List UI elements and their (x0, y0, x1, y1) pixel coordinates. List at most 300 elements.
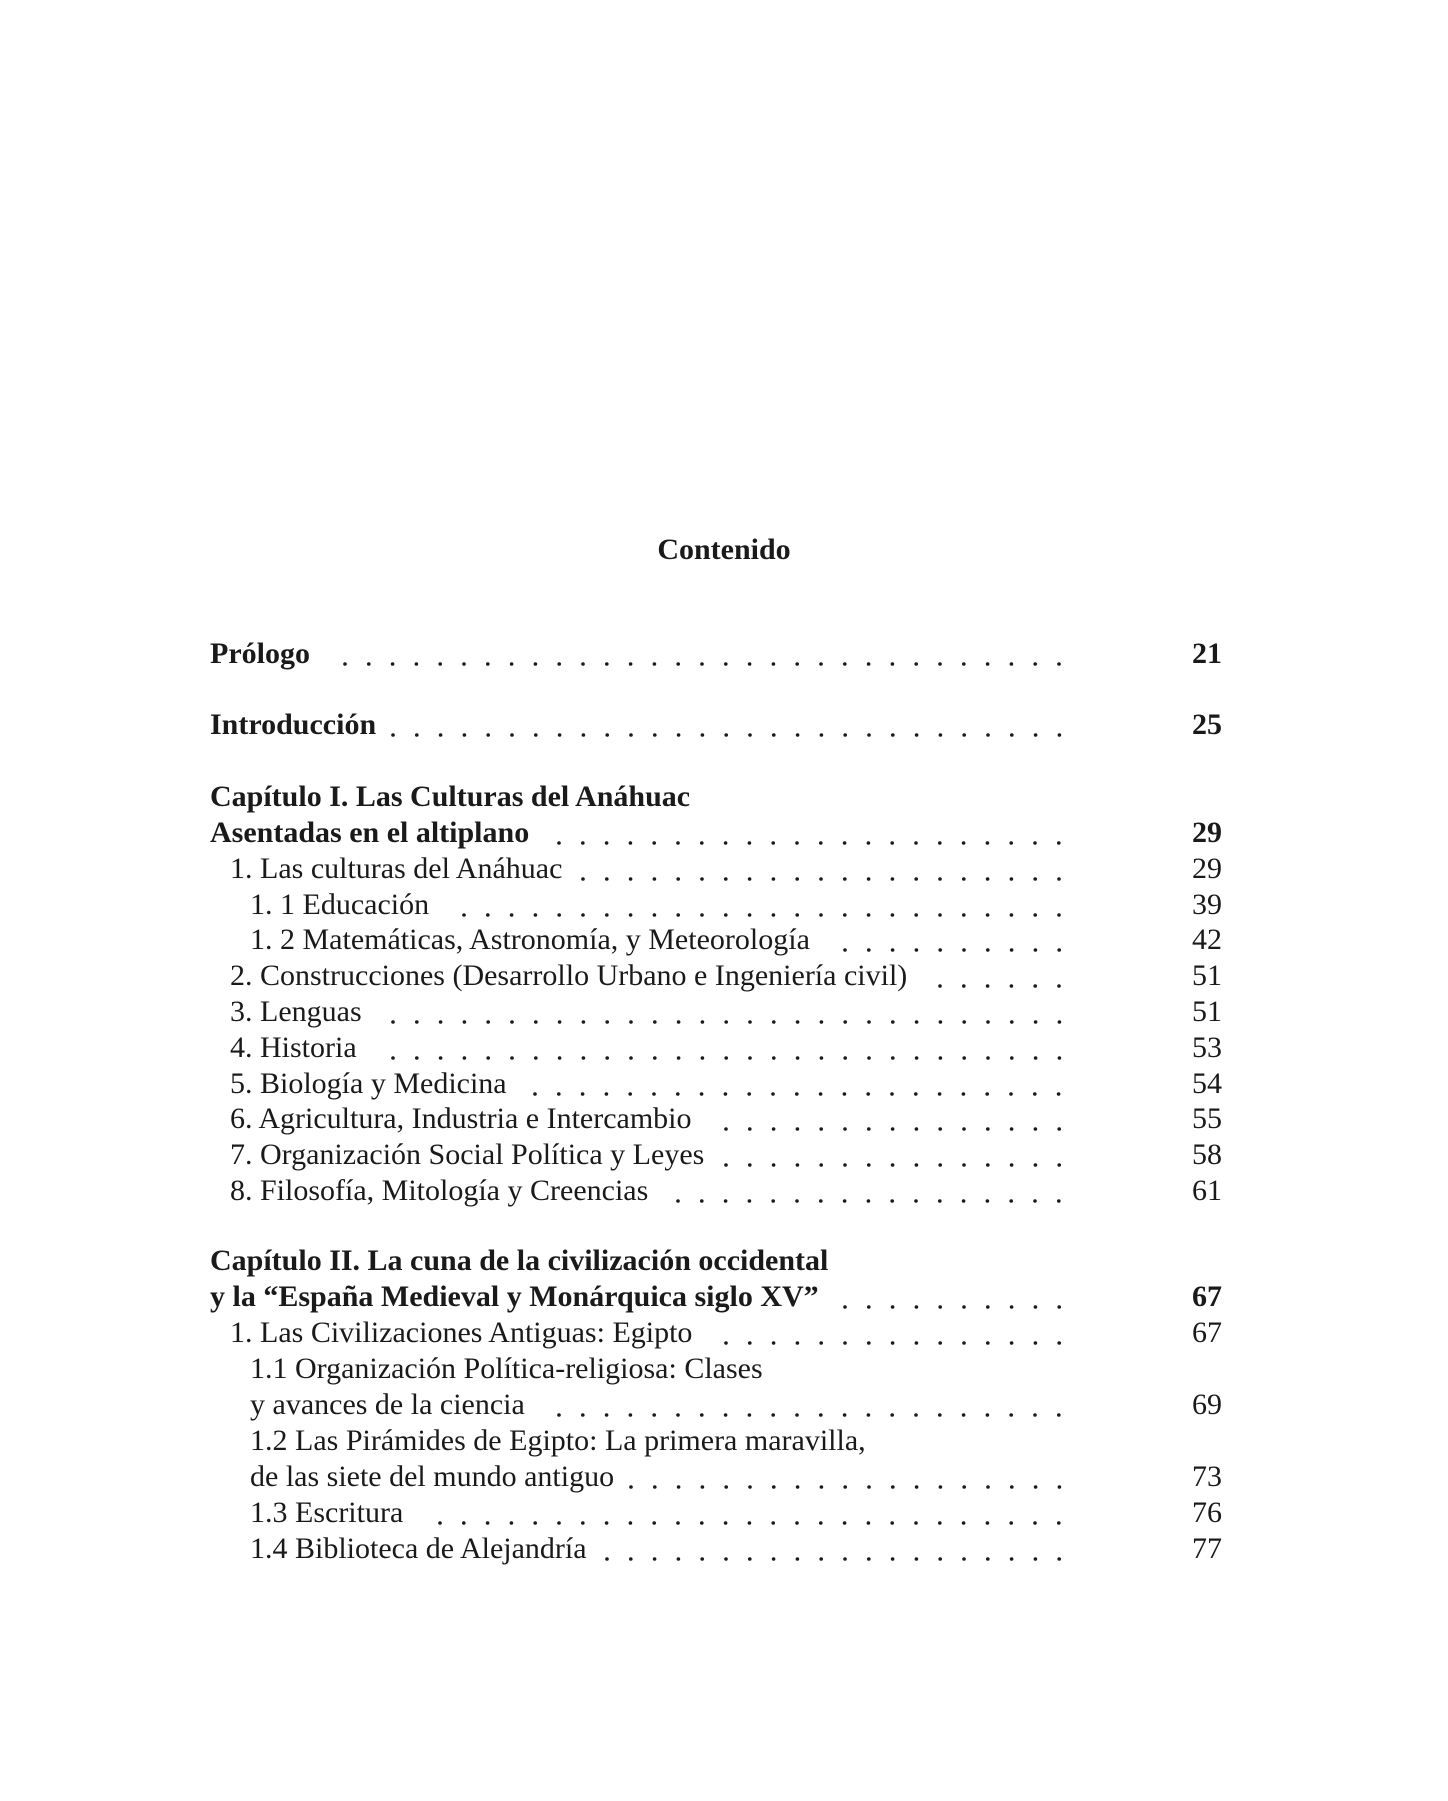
leader-dot (819, 1199, 823, 1203)
toc-entry-label: 1.3 Escritura (250, 1496, 404, 1529)
leader-dot (938, 877, 942, 881)
leader-dot (605, 1092, 609, 1096)
leader-dot (1010, 984, 1014, 988)
leader-dot (795, 1413, 799, 1417)
leader-dot (1033, 1199, 1037, 1203)
leader-dot (843, 662, 847, 666)
leader-dot (629, 733, 633, 737)
leader-dot (1033, 877, 1037, 881)
leader-dot (1033, 1413, 1037, 1417)
leader-dot (962, 1305, 966, 1309)
leader-dot (534, 913, 538, 917)
leader-dot (914, 733, 918, 737)
leader-dot (1010, 1341, 1014, 1345)
leader-dot (914, 1127, 918, 1131)
leader-dot (1033, 1521, 1037, 1525)
leader-dot (1057, 662, 1061, 666)
dot-leader (580, 851, 1075, 887)
leader-dot (867, 1163, 871, 1167)
dot-leader (628, 1459, 1075, 1495)
leader-dot (724, 662, 728, 666)
leader-dot (1057, 1163, 1061, 1167)
leader-dot (534, 1521, 538, 1525)
leader-dot (914, 1341, 918, 1345)
leader-dot (843, 733, 847, 737)
toc-entry-page: 67 (1192, 1316, 1222, 1349)
leader-dot (1033, 1485, 1037, 1489)
leader-dot (605, 662, 609, 666)
leader-dot (653, 662, 657, 666)
leader-dot (819, 913, 823, 917)
leader-dot (843, 877, 847, 881)
toc-entry-label: 1. Las culturas del Anáhuac (230, 852, 563, 885)
leader-dot (724, 1413, 728, 1417)
toc-entry-label: 4. Historia (230, 1031, 357, 1064)
leader-dot (748, 841, 752, 845)
leader-dot (1057, 1056, 1061, 1060)
leader-dot (891, 733, 895, 737)
leader-dot (1057, 1199, 1061, 1203)
leader-dot (1057, 913, 1061, 917)
leader-dot (748, 913, 752, 917)
toc-entry[interactable] (0, 1315, 1448, 1351)
leader-dot (986, 1305, 990, 1309)
leader-dot (819, 1485, 823, 1489)
leader-dot (676, 913, 680, 917)
leader-dot (772, 1163, 776, 1167)
leader-dot (914, 1056, 918, 1060)
leader-dot (867, 1521, 871, 1525)
leader-dot (700, 841, 704, 845)
leader-dot (772, 1521, 776, 1525)
leader-dot (629, 662, 633, 666)
leader-dot (891, 1557, 895, 1561)
leader-dot (653, 733, 657, 737)
leader-dot (676, 877, 680, 881)
leader-dot (962, 948, 966, 952)
leader-dot (1033, 1056, 1037, 1060)
leader-dot (819, 1557, 823, 1561)
toc-entry[interactable] (0, 1387, 1448, 1423)
leader-dot (700, 662, 704, 666)
leader-dot (891, 1056, 895, 1060)
leader-dot (1010, 1485, 1014, 1489)
toc-entry-introduccion[interactable] (0, 707, 1448, 743)
leader-dot (867, 877, 871, 881)
leader-dot (772, 1557, 776, 1561)
leader-dot (795, 1163, 799, 1167)
toc-entry[interactable] (0, 958, 1448, 994)
leader-dot (629, 1092, 633, 1096)
toc-entry-label: 5. Biología y Medicina (230, 1067, 507, 1100)
leader-dot (986, 662, 990, 666)
toc-entry-label: 7. Organización Social Política y Leyes (230, 1138, 705, 1171)
toc-entry[interactable] (0, 1531, 1448, 1567)
toc-entry[interactable] (0, 1137, 1448, 1173)
toc-entry-label: 6. Agricultura, Industria e Intercambio (230, 1102, 692, 1135)
leader-dot (962, 1020, 966, 1024)
leader-dot (843, 1092, 847, 1096)
toc-chapter-heading[interactable] (0, 1243, 1448, 1279)
leader-dot (343, 662, 347, 666)
leader-dot (986, 1485, 990, 1489)
leader-dot (1033, 662, 1037, 666)
leader-dot (391, 1056, 395, 1060)
leader-dot (938, 662, 942, 666)
toc-chapter-heading[interactable] (0, 779, 1448, 815)
toc-entry[interactable] (0, 851, 1448, 887)
leader-dot (748, 1413, 752, 1417)
dot-leader (342, 636, 1075, 672)
leader-dot (843, 1341, 847, 1345)
toc-entry-page: 73 (1192, 1460, 1222, 1493)
toc-entry-chapter-2[interactable] (0, 1279, 1448, 1315)
leader-dot (914, 1485, 918, 1489)
leader-dot (891, 1199, 895, 1203)
leader-dot (819, 662, 823, 666)
leader-dot (867, 1199, 871, 1203)
leader-dot (700, 913, 704, 917)
toc-entry[interactable] (0, 1101, 1448, 1137)
leader-dot (415, 662, 419, 666)
leader-dot (1010, 1305, 1014, 1309)
leader-dot (867, 841, 871, 845)
leader-dot (986, 1199, 990, 1203)
leader-dot (843, 1521, 847, 1525)
leader-dot (1010, 877, 1014, 881)
leader-dot (557, 662, 561, 666)
leader-dot (486, 733, 490, 737)
leader-dot (1057, 1341, 1061, 1345)
toc-entry-label: Prólogo (210, 637, 310, 670)
leader-dot (700, 1092, 704, 1096)
leader-dot (986, 1521, 990, 1525)
leader-dot (772, 1413, 776, 1417)
leader-dot (1010, 1163, 1014, 1167)
leader-dot (986, 1163, 990, 1167)
leader-dot (938, 841, 942, 845)
leader-dot (676, 841, 680, 845)
toc-entry-page: 39 (1192, 888, 1222, 921)
leader-dot (486, 1020, 490, 1024)
leader-dot (962, 1485, 966, 1489)
leader-dot (724, 1521, 728, 1525)
leader-dot (724, 733, 728, 737)
leader-dot (986, 733, 990, 737)
leader-dot (819, 1056, 823, 1060)
toc-entry-label: Capítulo I. Las Culturas del Anáhuac (210, 780, 691, 813)
leader-dot (676, 662, 680, 666)
leader-dot (962, 1127, 966, 1131)
leader-dot (1010, 1521, 1014, 1525)
leader-dot (700, 1020, 704, 1024)
toc-entry[interactable] (0, 922, 1448, 958)
leader-dot (938, 1199, 942, 1203)
toc-entry[interactable] (0, 1066, 1448, 1102)
leader-dot (653, 841, 657, 845)
leader-dot (605, 1557, 609, 1561)
toc-entry[interactable] (0, 1173, 1448, 1209)
leader-dot (391, 733, 395, 737)
leader-dot (986, 1341, 990, 1345)
leader-dot (914, 1305, 918, 1309)
leader-dot (843, 1413, 847, 1417)
leader-dot (795, 662, 799, 666)
leader-dot (819, 1521, 823, 1525)
leader-dot (1010, 733, 1014, 737)
leader-dot (438, 1521, 442, 1525)
leader-dot (867, 1557, 871, 1561)
leader-dot (867, 913, 871, 917)
leader-dot (772, 913, 776, 917)
leader-dot (795, 877, 799, 881)
leader-dot (653, 1020, 657, 1024)
leader-dot (891, 841, 895, 845)
toc-entry-prologo[interactable] (0, 636, 1448, 672)
leader-dot (700, 1199, 704, 1203)
leader-dot (1033, 1092, 1037, 1096)
leader-dot (1010, 1056, 1014, 1060)
leader-dot (962, 913, 966, 917)
leader-dot (700, 1413, 704, 1417)
toc-entry[interactable] (0, 1030, 1448, 1066)
leader-dot (605, 1020, 609, 1024)
leader-dot (795, 733, 799, 737)
leader-dot (581, 1056, 585, 1060)
leader-dot (581, 913, 585, 917)
leader-dot (653, 1557, 657, 1561)
leader-dot (962, 841, 966, 845)
toc-entry[interactable] (0, 1459, 1448, 1495)
leader-dot (557, 1413, 561, 1417)
toc-entry-label: Asentadas en el altiplano (210, 816, 530, 849)
toc-entry-label: y la “España Medieval y Monárquica siglo XV” (210, 1280, 819, 1313)
leader-dot (510, 1020, 514, 1024)
leader-dot (962, 1092, 966, 1096)
leader-dot (486, 1056, 490, 1060)
leader-dot (605, 1521, 609, 1525)
leader-dot (891, 1305, 895, 1309)
leader-dot (867, 1092, 871, 1096)
leader-dot (1057, 1092, 1061, 1096)
leader-dot (438, 1056, 442, 1060)
leader-dot (534, 1092, 538, 1096)
leader-dot (962, 1341, 966, 1345)
toc-entry-chapter-1[interactable] (0, 815, 1448, 851)
leader-dot (843, 1056, 847, 1060)
leader-dot (534, 662, 538, 666)
dot-leader (556, 815, 1075, 851)
leader-dot (914, 913, 918, 917)
toc-entry[interactable] (0, 1351, 1448, 1387)
toc-entry-label: 1. Las Civilizaciones Antiguas: Egipto (230, 1316, 693, 1349)
leader-dot (1033, 1020, 1037, 1024)
toc-entry-label: 1.1 Organización Política-religiosa: Clases (250, 1352, 763, 1385)
leader-dot (1057, 1127, 1061, 1131)
leader-dot (581, 662, 585, 666)
toc-entry-page: 21 (1192, 637, 1222, 670)
toc-entry[interactable] (0, 994, 1448, 1030)
leader-dot (1033, 733, 1037, 737)
leader-dot (938, 948, 942, 952)
leader-dot (1057, 733, 1061, 737)
leader-dot (772, 1485, 776, 1489)
dot-leader (675, 1173, 1075, 1209)
toc-entry-label: 2. Construcciones (Desarrollo Urbano e Ingeniería civil) (230, 959, 908, 992)
dot-leader (390, 707, 1075, 743)
leader-dot (891, 1521, 895, 1525)
leader-dot (843, 948, 847, 952)
leader-dot (1033, 1341, 1037, 1345)
leader-dot (653, 1056, 657, 1060)
leader-dot (795, 1199, 799, 1203)
leader-dot (700, 733, 704, 737)
leader-dot (510, 1521, 514, 1525)
dot-leader (556, 1387, 1075, 1423)
leader-dot (391, 662, 395, 666)
leader-dot (1057, 841, 1061, 845)
leader-dot (867, 1485, 871, 1489)
leader-dot (795, 1521, 799, 1525)
leader-dot (819, 1341, 823, 1345)
leader-dot (795, 841, 799, 845)
leader-dot (843, 1127, 847, 1131)
toc-entry-label: de las siete del mundo antiguo (250, 1460, 615, 1493)
dot-leader (437, 1495, 1075, 1531)
leader-dot (867, 1341, 871, 1345)
leader-dot (938, 1413, 942, 1417)
leader-dot (605, 1056, 609, 1060)
leader-dot (1010, 948, 1014, 952)
leader-dot (676, 733, 680, 737)
leader-dot (962, 662, 966, 666)
leader-dot (605, 841, 609, 845)
toc-entry[interactable] (0, 1495, 1448, 1531)
leader-dot (819, 1127, 823, 1131)
leader-dot (700, 877, 704, 881)
leader-dot (557, 733, 561, 737)
leader-dot (676, 1092, 680, 1096)
toc-entry-page: 77 (1192, 1532, 1222, 1565)
leader-dot (653, 1092, 657, 1096)
leader-dot (748, 1127, 752, 1131)
leader-dot (510, 1056, 514, 1060)
leader-dot (605, 913, 609, 917)
leader-dot (914, 1092, 918, 1096)
leader-dot (843, 1163, 847, 1167)
leader-dot (891, 1092, 895, 1096)
leader-dot (510, 913, 514, 917)
leader-dot (986, 1056, 990, 1060)
leader-dot (795, 1341, 799, 1345)
leader-dot (748, 662, 752, 666)
leader-dot (914, 877, 918, 881)
leader-dot (629, 841, 633, 845)
leader-dot (891, 1485, 895, 1489)
dot-leader (842, 922, 1075, 958)
toc-entry-label: Capítulo II. La cuna de la civilización occidental (210, 1244, 829, 1277)
leader-dot (986, 1557, 990, 1561)
leader-dot (843, 1199, 847, 1203)
leader-dot (772, 1341, 776, 1345)
leader-dot (867, 1020, 871, 1024)
leader-dot (1010, 1092, 1014, 1096)
leader-dot (843, 1485, 847, 1489)
leader-dot (819, 1163, 823, 1167)
leader-dot (367, 662, 371, 666)
leader-dot (914, 841, 918, 845)
leader-dot (867, 1056, 871, 1060)
leader-dot (748, 1521, 752, 1525)
leader-dot (438, 1020, 442, 1024)
leader-dot (605, 877, 609, 881)
leader-dot (1033, 984, 1037, 988)
leader-dot (843, 1020, 847, 1024)
leader-dot (748, 1199, 752, 1203)
leader-dot (938, 1305, 942, 1309)
leader-dot (914, 1521, 918, 1525)
leader-dot (462, 733, 466, 737)
leader-dot (772, 1127, 776, 1131)
leader-dot (891, 1127, 895, 1131)
toc-entry[interactable] (0, 887, 1448, 923)
leader-dot (676, 1020, 680, 1024)
leader-dot (653, 1521, 657, 1525)
leader-dot (534, 733, 538, 737)
leader-dot (653, 1485, 657, 1489)
leader-dot (415, 1020, 419, 1024)
leader-dot (700, 1557, 704, 1561)
leader-dot (938, 1163, 942, 1167)
leader-dot (772, 841, 776, 845)
leader-dot (1010, 1413, 1014, 1417)
toc-entry[interactable] (0, 1423, 1448, 1459)
leader-dot (748, 1485, 752, 1489)
leader-dot (938, 1521, 942, 1525)
leader-dot (534, 1056, 538, 1060)
leader-dot (986, 1092, 990, 1096)
leader-dot (581, 1521, 585, 1525)
toc-entry-label: 1.4 Biblioteca de Alejandría (250, 1532, 587, 1565)
leader-dot (1033, 913, 1037, 917)
leader-dot (938, 1020, 942, 1024)
leader-dot (962, 733, 966, 737)
leader-dot (1057, 1485, 1061, 1489)
leader-dot (986, 984, 990, 988)
leader-dot (724, 1341, 728, 1345)
leader-dot (867, 948, 871, 952)
leader-dot (938, 1127, 942, 1131)
leader-dot (795, 1557, 799, 1561)
toc-entry-page: 25 (1192, 708, 1222, 741)
leader-dot (1033, 948, 1037, 952)
leader-dot (557, 1056, 561, 1060)
leader-dot (438, 662, 442, 666)
leader-dot (938, 733, 942, 737)
leader-dot (1033, 1127, 1037, 1131)
leader-dot (486, 1521, 490, 1525)
toc-entry-page: 42 (1192, 923, 1222, 956)
leader-dot (653, 1413, 657, 1417)
leader-dot (700, 1521, 704, 1525)
dot-leader (604, 1531, 1075, 1567)
leader-dot (724, 913, 728, 917)
leader-dot (914, 1199, 918, 1203)
leader-dot (629, 1521, 633, 1525)
leader-dot (700, 1056, 704, 1060)
leader-dot (795, 913, 799, 917)
leader-dot (1033, 1557, 1037, 1561)
